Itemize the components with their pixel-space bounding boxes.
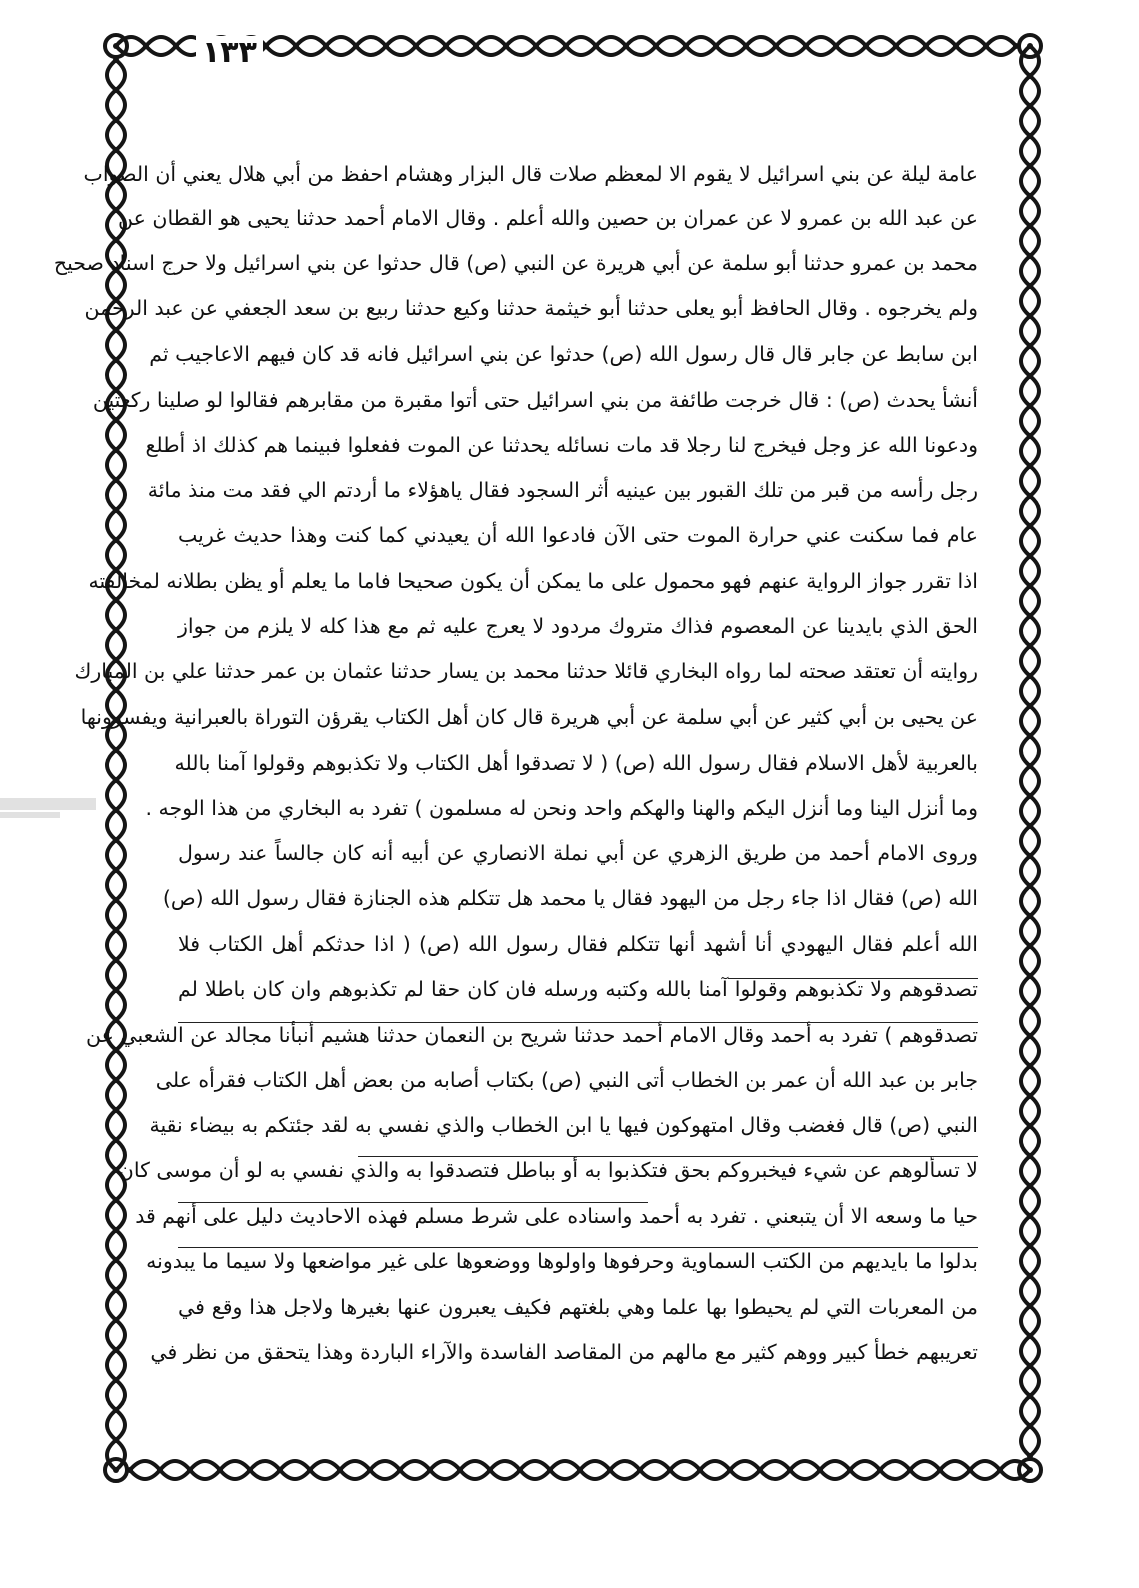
text-line: تصدقوهم ) تفرد به أحمد وقال الامام أحمد حدثنا شريح بن النعمان حدثنا هشيم أنبأنا مجالد عن الشعبي عن <box>86 1023 978 1047</box>
underline-mark <box>178 1247 978 1248</box>
border-knot <box>113 1197 119 1203</box>
scan-mark-left <box>0 798 96 810</box>
border-knot <box>743 43 749 49</box>
border-knot <box>113 867 119 873</box>
border-knot <box>413 43 419 49</box>
border-knot <box>1027 613 1033 619</box>
border-knot <box>353 43 359 49</box>
border-knot <box>487 1467 493 1473</box>
border-knot <box>967 1467 973 1473</box>
border-knot <box>113 777 119 783</box>
border-knot <box>307 1467 313 1473</box>
border-knot <box>457 1467 463 1473</box>
border-knot <box>1027 73 1033 79</box>
border-knot <box>683 43 689 49</box>
underline-mark <box>728 978 978 979</box>
border-knot <box>113 1287 119 1293</box>
border-knot <box>323 43 329 49</box>
border-knot <box>817 1467 823 1473</box>
text-line: بالعربية لأهل الاسلام فقال رسول الله (ص) ( لا تصدقوا أهل الكتاب ولا تكذبوهم وقولوا آمنا بالله <box>174 751 978 775</box>
text-line: عن يحيى بن أبي كثير عن أبي سلمة عن أبي هريرة قال كان أهل الكتاب يقرؤن التوراة بالعبرانية ويفسرونها <box>80 705 978 729</box>
border-knot <box>1027 523 1033 529</box>
underline-mark <box>178 1202 648 1203</box>
text-line: عامة ليلة عن بني اسرائيل لا يقوم الا لمعظم صلات قال البزار وهشام احفظ من أبي هلال يعني أن الصواب <box>83 162 978 186</box>
page-number: ١٣٣ <box>196 36 263 70</box>
text-line: وروى الامام أحمد من طريق الزهري عن أبي نملة الانصاري عن أبيه أنه كان جالساً عند رسول <box>178 841 978 865</box>
border-knot <box>1027 1393 1033 1399</box>
border-knot <box>653 43 659 49</box>
text-line: من المعربات التي لم يحيطوا بها علما وهي بلغتهم فكيف يعبرون عنها بغيرها ولاجل هذا وقع في <box>178 1295 978 1319</box>
border-knot <box>1027 673 1033 679</box>
border-knot <box>157 1467 163 1473</box>
border-knot <box>337 1467 343 1473</box>
border-knot <box>863 43 869 49</box>
border-knot <box>1027 1273 1033 1279</box>
border-knot <box>113 837 119 843</box>
border-knot <box>1027 43 1033 49</box>
border-knot <box>1027 1363 1033 1369</box>
border-knot <box>247 1467 253 1473</box>
border-knot <box>1027 103 1033 109</box>
border-knot <box>113 807 119 813</box>
border-knot <box>113 1407 119 1413</box>
border-knot <box>263 43 269 49</box>
text-line: الله (ص) فقال اذا جاء رجل من اليهود فقال يا محمد هل تتكلم هذه الجنازة فقال رسول الله (ص) <box>162 886 978 910</box>
border-knot <box>533 43 539 49</box>
border-knot <box>1027 223 1033 229</box>
text-line: روايته أن تعتقد صحته لما رواه البخاري قائلا حدثنا محمد بن يسار حدثنا عثمان بن عمر حدثنا علي بن المبارك <box>74 659 978 683</box>
border-knot <box>383 43 389 49</box>
border-knot <box>877 1467 883 1473</box>
border-knot <box>607 1467 613 1473</box>
border-knot <box>473 43 479 49</box>
border-knot <box>113 927 119 933</box>
border-knot <box>113 537 119 543</box>
border-knot <box>1027 763 1033 769</box>
border-knot <box>1027 1423 1033 1429</box>
border-knot <box>113 87 119 93</box>
border-knot <box>803 43 809 49</box>
border-knot <box>113 1317 119 1323</box>
border-knot <box>1027 433 1033 439</box>
text-block <box>53 152 978 1402</box>
border-knot <box>1027 853 1033 859</box>
border-knot <box>1027 913 1033 919</box>
text-line: وما أنزل الينا وما أنزل اليكم والهنا والهكم واحد ونحن له مسلمون ) تفرد به البخاري من هذا الوجه . <box>145 796 978 820</box>
border-knot <box>187 1467 193 1473</box>
border-knot <box>1027 793 1033 799</box>
border-knot <box>1027 463 1033 469</box>
border-knot <box>893 43 899 49</box>
text-line: جابر بن عبد الله أن عمر بن الخطاب أتى النبي (ص) بكتاب أصابه من بعض أهل الكتاب فقرأه على <box>155 1068 978 1092</box>
border-knot <box>113 1227 119 1233</box>
border-knot <box>113 987 119 993</box>
border-knot <box>1027 883 1033 889</box>
underline-mark <box>178 1022 978 1023</box>
border-knot <box>113 43 119 49</box>
border-knot <box>113 1347 119 1353</box>
text-line: رجل رأسه من قبر من تلك القبور بين عينيه أثر السجود فقال ياهؤلاء ما أردتم الي فقد مت منذ مائة <box>147 478 978 502</box>
text-line: أنشأ يحدث (ص) : قال خرجت طائفة من بني اسرائيل حتى أتوا مقبرة من مقابرهم فقالوا لو صلينا ركعتين <box>92 388 978 412</box>
border-knot <box>1027 193 1033 199</box>
border-knot <box>1027 823 1033 829</box>
border-knot <box>1027 1333 1033 1339</box>
border-knot <box>1027 1153 1033 1159</box>
border-knot <box>1027 943 1033 949</box>
border-knot <box>113 117 119 123</box>
border-knot <box>113 627 119 633</box>
text-line: الله أعلم فقال اليهودي أنا أشهد أنها تتكلم فقال رسول الله (ص) ( اذا حدثكم أهل الكتاب فلا <box>178 932 978 956</box>
border-knot <box>1027 403 1033 409</box>
border-knot <box>113 1107 119 1113</box>
border-knot <box>113 477 119 483</box>
border-knot <box>787 1467 793 1473</box>
border-knot <box>1027 133 1033 139</box>
border-knot <box>623 43 629 49</box>
border-knot <box>1027 1123 1033 1129</box>
border-knot <box>1027 1093 1033 1099</box>
border-knot <box>277 1467 283 1473</box>
border-knot <box>1027 283 1033 289</box>
border-knot <box>1027 1213 1033 1219</box>
border-knot <box>1027 583 1033 589</box>
border-knot <box>563 43 569 49</box>
border-knot <box>113 1137 119 1143</box>
border-knot <box>593 43 599 49</box>
border-knot <box>1027 1467 1033 1473</box>
border-knot <box>937 1467 943 1473</box>
border-knot <box>1027 493 1033 499</box>
border-knot <box>923 43 929 49</box>
text-line: حيا ما وسعه الا أن يتبعني . تفرد به أحمد واسناده على شرط مسلم فهذه الاحاديث دليل على أنهم قد <box>135 1204 978 1228</box>
text-line: اذا تقرر جواز الرواية عنهم فهو محمول على ما يمكن أن يكون صحيحا فاما ما يعلم أو يظن بطلانه لمخالفته <box>88 569 978 593</box>
border-knot <box>667 1467 673 1473</box>
border-knot <box>1027 1303 1033 1309</box>
border-knot <box>443 43 449 49</box>
border-knot <box>833 43 839 49</box>
border-knot <box>397 1467 403 1473</box>
border-knot <box>113 1257 119 1263</box>
border-knot <box>113 447 119 453</box>
text-line: ولم يخرجوه . وقال الحافظ أبو يعلى حدثنا أبو خيثمة حدثنا وكيع حدثنا ربيع بن سعد الجعفي عن عبد الرحمن <box>84 296 978 320</box>
border-knot <box>113 957 119 963</box>
underline-mark <box>358 1156 978 1157</box>
border-knot <box>1027 703 1033 709</box>
text-line: بدلوا ما بايديهم من الكتب السماوية وحرفوها واولوها ووضعوها على غير مواضعها ولا سيما ما يبدونه <box>146 1249 978 1273</box>
border-knot <box>217 1467 223 1473</box>
border-knot <box>1027 643 1033 649</box>
border-knot <box>953 43 959 49</box>
border-knot <box>727 1467 733 1473</box>
border-knot <box>577 1467 583 1473</box>
border-knot <box>773 43 779 49</box>
border-knot <box>113 507 119 513</box>
border-knot <box>113 1377 119 1383</box>
text-line: النبي (ص) قال فغضب وقال امتهوكون فيها يا ابن الخطاب والذي نفسي به لقد جئتكم به بيضاء نقية <box>149 1113 978 1137</box>
border-knot <box>1027 553 1033 559</box>
text-line: الحق الذي بايدينا عن المعصوم فذاك متروك مردود لا يعرج عليه ثم مع هذا كله لا يلزم من جواز <box>178 614 978 638</box>
border-knot <box>367 1467 373 1473</box>
border-knot <box>847 1467 853 1473</box>
border-knot <box>907 1467 913 1473</box>
border-knot <box>503 43 509 49</box>
border-knot <box>713 43 719 49</box>
border-knot <box>1027 313 1033 319</box>
border-knot <box>997 1467 1003 1473</box>
border-knot <box>637 1467 643 1473</box>
border-knot <box>1027 373 1033 379</box>
border-knot <box>517 1467 523 1473</box>
border-knot <box>1027 253 1033 259</box>
border-knot <box>113 357 119 363</box>
border-knot <box>113 1077 119 1083</box>
border-knot <box>983 43 989 49</box>
border-knot <box>113 1467 119 1473</box>
border-knot <box>143 43 149 49</box>
border-knot <box>1027 1243 1033 1249</box>
text-line: لا تسألوهم عن شيء فيخبروكم بحق فتكذبوا به أو بباطل فتصدقوا به والذي نفسي به لو أن موسى كان <box>118 1158 978 1182</box>
border-knot <box>1027 733 1033 739</box>
scan-mark-left-2 <box>0 812 60 818</box>
text-line: عام فما سكنت عني حرارة الموت حتى الآن فادعوا الله أن يعيدني كما كنت وهذا حديث غريب <box>178 523 978 547</box>
border-knot <box>1027 1063 1033 1069</box>
text-line: ودعونا الله عز وجل فيخرج لنا رجلا قد مات نسائله يحدثنا عن الموت ففعلوا فبينما هم كذلك اذ أطلع <box>145 433 978 457</box>
border-knot <box>113 747 119 753</box>
border-knot <box>1027 1003 1033 1009</box>
text-line: تصدقوهم ولا تكذبوهم وقولوا آمنا بالله وكتبه ورسله فان كان حقا لم تكذبوهم وان كان باطلا لم <box>178 977 978 1001</box>
border-knot <box>113 897 119 903</box>
border-knot <box>697 1467 703 1473</box>
text-line: عن عبد الله بن عمرو لا عن عمران بن حصين والله أعلم . وقال الامام أحمد حدثنا يحيى هو القطان عن <box>118 206 978 230</box>
border-knot <box>427 1467 433 1473</box>
text-line: ابن سابط عن جابر قال قال رسول الله (ص) حدثوا عن بني اسرائيل فانه قد كان فيهم الاعاجيب ثم <box>149 342 978 366</box>
border-knot <box>1027 343 1033 349</box>
border-knot <box>1027 163 1033 169</box>
border-knot <box>293 43 299 49</box>
border-knot <box>1027 1183 1033 1189</box>
border-knot <box>757 1467 763 1473</box>
border-knot <box>1027 1033 1033 1039</box>
border-knot <box>1027 973 1033 979</box>
border-knot <box>547 1467 553 1473</box>
border-knot <box>113 1437 119 1443</box>
border-knot <box>173 43 179 49</box>
text-line: تعريبهم خطأ كبير ووهم كثير مع مالهم من المقاصد الفاسدة والآراء الباردة وهذا يتحقق من نظر في <box>150 1340 978 1364</box>
text-line: محمد بن عمرو حدثنا أبو سلمة عن أبي هريرة عن النبي (ص) قال حدثوا عن بني اسرائيل ولا حرج اسناد صحيح <box>53 251 978 275</box>
